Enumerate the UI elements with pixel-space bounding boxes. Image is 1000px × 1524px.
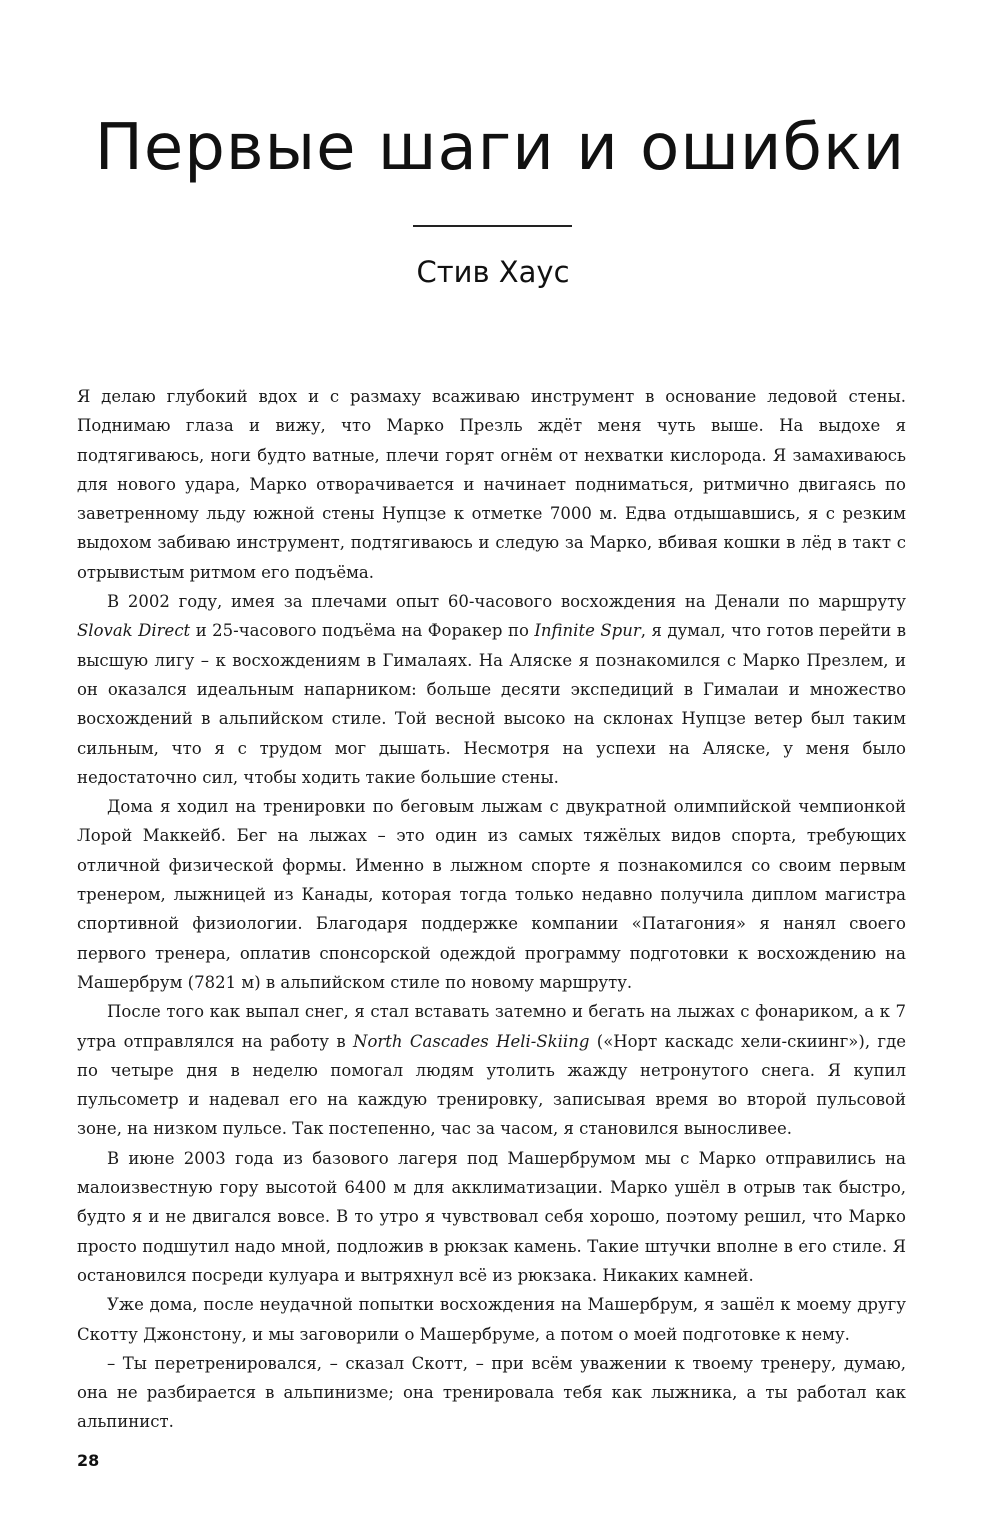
title-divider [413, 225, 572, 227]
paragraph-2-part-1: В 2002 году, имея за плечами опыт 60-часового восхождения на Денали по маршруту [107, 592, 906, 612]
paragraph-7: – Ты перетренировался, – сказал Скотт, – при всём уважении к твоему тренеру, думаю, она не разбирается в альпинизме; она тренировала тебя как лыжника, а ты работал как альпинист. [77, 1353, 906, 1432]
route-name-infinite-spur: Infinite Spur [534, 621, 641, 641]
paragraph-4 [77, 997, 906, 1143]
company-name-heli-skiing: North Cascades Heli-Skiing [353, 1031, 590, 1051]
page-number: 28 [77, 1451, 100, 1470]
paragraph-2 [77, 587, 906, 792]
paragraph-1: Я делаю глубокий вдох и с размаху всаживаю инструмент в основание ледовой стены. Поднимаю глаза и вижу, что Марко Презль ждёт меня чуть выше. На выдохе я подтягиваюсь, ноги будто ватные, плечи горят огнём от нехватки кислорода. Я замахиваюсь для нового удара, Марко отворачивается и начинает подниматься, ритмично двигаясь по заветренному льду южной стены Нупцзе к отметке 7000 м. Едва отдышавшись, я с резким выдохом забиваю инструмент, подтягиваюсь и следую за Марко, вбивая кошки в лёд в такт с отрывистым ритмом его подъёма. [77, 387, 906, 582]
paragraph-5: В июне 2003 года из базового лагеря под Машербрумом мы с Марко отправились на малоизвестную гору высотой 6400 м для акклиматизации. Марко ушёл в отрыв так быстро, будто я и не двигался вовсе. В то утро я чувствовал себя хорошо, поэтому решил, что Марко просто подшутил надо мной, подложив в рюкзак камень. Такие штучки вполне в его стиле. Я остановился посреди кулуара и вытряхнул всё из рюкзака. Никаких камней. [77, 1148, 906, 1285]
paragraph-2-part-3: , я думал, что готов перейти в высшую лигу – к восхождениям в Гималаях. На Аляске я познакомился с Марко Презлем, и он оказался идеальным напарником: больше десяти экспедиций в Гималаи и множество восхождений в альпийском стиле. Той весной высоко на склонах Нупцзе ветер был таким сильным, что я с трудом мог дышать. Несмотря на успехи на Аляске, у меня было недостаточно сил, чтобы ходить такие большие стены. [77, 621, 907, 787]
paragraph-2-part-2: и 25-часового подъёма на Форакер по [190, 621, 535, 641]
paragraph-4-part-1: После того как выпал снег, я стал вставать затемно и бегать на лыжах с фонариком, а к 7 утра отправлялся на работу в [77, 1002, 906, 1051]
chapter-title: Первые шаги и ошибки [94, 111, 906, 185]
route-name-slovak-direct: Slovak Direct [77, 621, 191, 641]
chapter-author: Стив Хаус [416, 255, 570, 289]
paragraph-6: Уже дома, после неудачной попытки восхождения на Машербрум, я зашёл к моему другу Скотту Джонстону, и мы заговорили о Машербруме, а потом о моей подготовке к нему. [77, 1295, 906, 1344]
paragraph-4-part-2: («Норт каскадс хели-скиинг»), где по четыре дня в неделю помогал людям утолить жажду нетронутого снега. Я купил пульсометр и надевал его на каждую тренировку, записывая время во второй пульсовой зоне, на низком пульсе. Так постепенно, час за часом, я становился выносливее. [77, 1031, 906, 1139]
chapter-body [77, 382, 906, 1437]
paragraph-3: Дома я ходил на тренировки по беговым лыжам с двукратной олимпийской чемпионкой Лорой Маккейб. Бег на лыжах – это один из самых тяжёлых видов спорта, требующих отличной физической формы. Именно в лыжном спорте я познакомился со своим первым тренером, лыжницей из Канады, которая тогда только недавно получила диплом магистра спортивной физиологии. Благодаря поддержке компании «Патагония» я нанял своего первого тренера, оплатив спонсорской одеждой программу подготовки к восхождению на Машербрум (7821 м) в альпийском стиле по новому маршруту. [77, 797, 906, 992]
